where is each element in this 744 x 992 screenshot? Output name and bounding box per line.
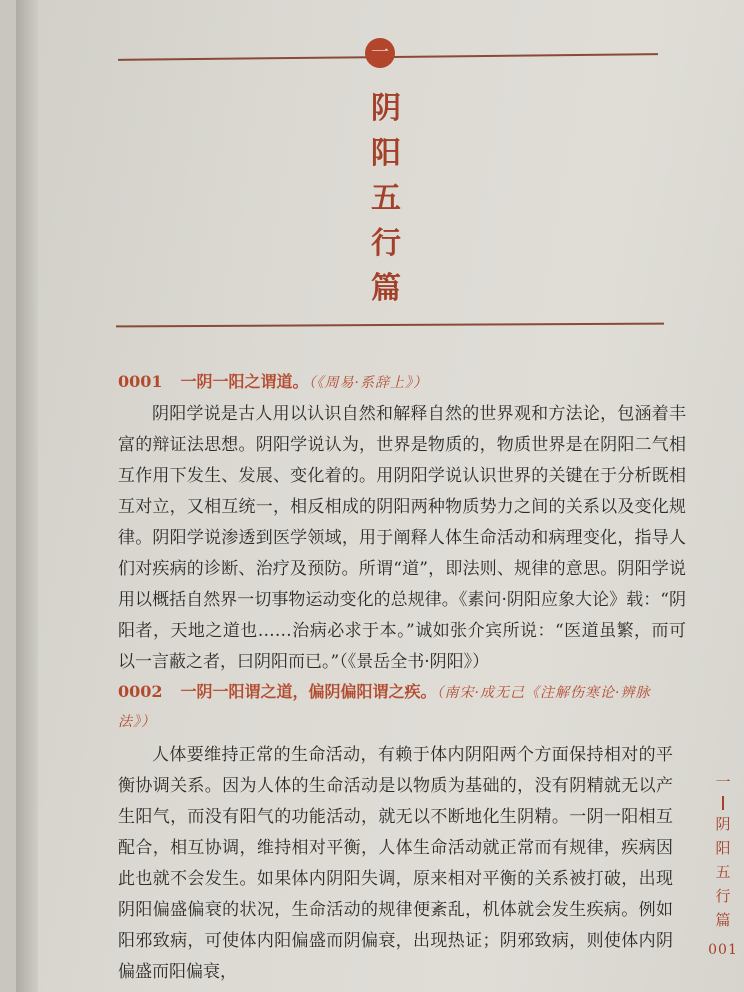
chapter-title-char: 篇	[371, 271, 401, 306]
entry-body: 阴阳学说是古人用以认识自然和解释自然的世界观和方法论，包涵着丰富的辩证法思想。阴阳学说认为，世界是物质的，物质世界是在阴阳二气相互作用下发生、发展、变化着的。用阴阳学说认识世界的关键在于分析既相互对立，又相互统一，相反相成的阴阳两种物质势力之间的关系以及变化规律。阴阳学说渗透到医学领域，用于阐释人体生命活动和病理变化，指导人们对疾病的诊断、治疗及预防。所谓“道”，即法则、规律的意思。阴阳学说用以概括自然界一切事物运动变化的总规律。《素问·阴阳应象大论》载：“阴阳者，天地之道也……治病必求于本。”诚如张介宾所说：“医道虽繁，而可以一言蔽之者，曰阴阳而已。”（《景岳全书·阴阳》）	[118, 404, 686, 672]
page-number: 001	[708, 942, 738, 958]
entry-source: （《周易·系辞上》）	[308, 375, 428, 391]
side-tab-char: 行	[715, 887, 731, 905]
entry-body: 人体要维持正常的生命活动，有赖于体内阴阳两个方面保持相对的平衡协调关系。因为人体的生命活动是以物质为基础的，没有阴精就无以产生阳气，而没有阳气的功能活动，就无以不断地化生阴精。一阴一阳相互配合，相互协调，维持相对平衡，人体生命活动就正常而有规律，疾病因此也就不会发生。如果体内阴阳失调，原来相对平衡的关系被打破，出现阴阳偏盛偏衰的状况，生命活动的规律便紊乱，机体就会发生疾病。例如阳邪致病，可使体内阳偏盛而阴偏衰，出现热证；阴邪致病，则使体内阴偏盛而阳偏衰，	[118, 745, 673, 982]
chapter-title	[368, 86, 404, 311]
chapter-title-char: 五	[371, 181, 401, 216]
book-spine-shadow	[16, 0, 38, 992]
chapter-title-char: 阳	[371, 136, 401, 171]
side-chapter-tab	[708, 770, 738, 962]
entry-quote: 一阴一阳谓之道，偏阴偏阳谓之疾。	[180, 682, 437, 701]
side-tab-char: 一	[715, 773, 731, 791]
chapter-title-char: 行	[371, 226, 401, 261]
entry-number: 0001	[118, 372, 163, 391]
chapter-title-char: 阴	[371, 91, 401, 126]
entry-quote: 一阴一阳之谓道。	[180, 372, 309, 391]
entry-heading	[118, 678, 678, 736]
side-tab-char: 篇	[715, 911, 731, 929]
entry-source: （南宋·成无己《注解伤寒论·辨脉法》）	[118, 685, 651, 730]
side-tab-separator	[722, 796, 724, 810]
side-tab-char: 阳	[715, 839, 731, 857]
entry-heading	[118, 368, 688, 397]
side-tab-char: 阴	[715, 815, 731, 833]
chapter-number-badge: 一	[365, 38, 395, 68]
side-tab-char: 五	[715, 863, 731, 881]
entry-number: 0002	[118, 682, 163, 701]
